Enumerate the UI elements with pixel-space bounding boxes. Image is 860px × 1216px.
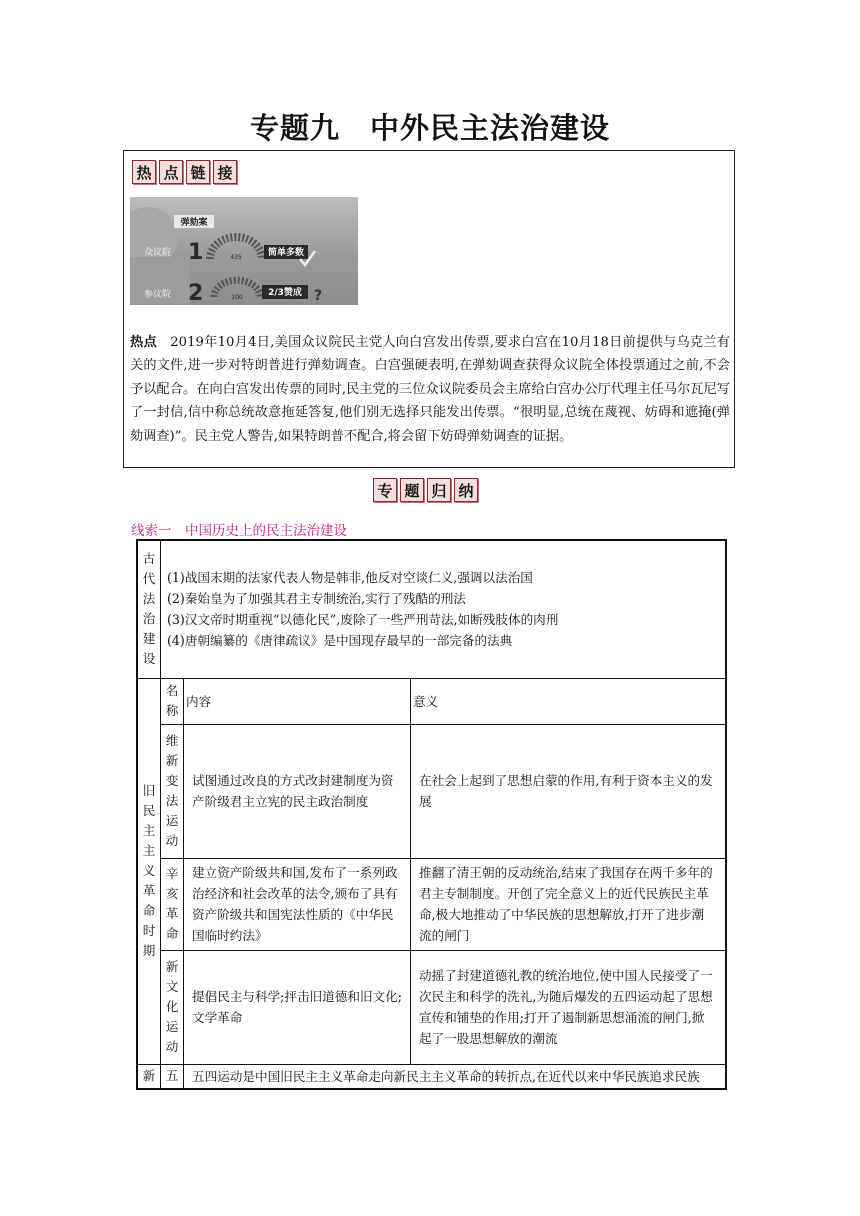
impeach-label: 弹劾案 — [180, 218, 208, 228]
list-item: (1)战国末期的法家代表人物是韩非,他反对空谈仁义,强调以法治国 — [167, 570, 533, 586]
hot-body: 2019年10月4日,美国众议院民主党人向白宫发出传票,要求白宫在10月18日前提供与乌克兰有关的文件,进一步对特朗普进行弹劾调查。白宫强硬表明,在弹劾调查获得众议院全体投票通过之前,不会予以配合。在向白宫发出传票的同时,民主党的三位众议院委员会主席给白宫办公厅代理主任马尔瓦尼写了一封信,信中称总统故意拖延答复,他们别无选择只能发出传票。“很明显,总统在蔑视、妨碍和遮掩(弹劾调查)”。民主党人警告,如果特朗普不配合,将会留下妨碍弹劾调查的证据。 — [130, 335, 730, 444]
hot-link-tag — [132, 160, 237, 184]
senate-result: 2/3赞成 — [268, 288, 302, 298]
row-content: 建立资产阶级共和国,发布了一系列政治经济和社会改革的法令,颁布了具有资产阶级共和国宪法性质的《中华民国临时约法》 — [184, 858, 411, 950]
row-meaning: 动摇了封建道德礼教的统治地位,使中国人民接受了一次民主和科学的洗礼,为随后爆发的五四运动起了思想宣传和铺垫的作用;打开了遏制新思想涌流的闸门,掀起了一股思想解放的潮流 — [411, 950, 726, 1064]
ancient-list — [161, 540, 726, 678]
house-label: 众议院 — [144, 248, 172, 258]
impeachment-diagram — [130, 197, 358, 305]
list-item: (4)唐朝编纂的《唐律疏议》是中国现存最早的一部完备的法典 — [167, 633, 513, 649]
row-content: 试图通过改良的方式改封建制度为资产阶级君主立宪的民主政治制度 — [184, 724, 411, 858]
senate-seats: 100 — [231, 294, 243, 301]
tag-char: 热 — [132, 160, 156, 184]
tag-char: 链 — [186, 160, 210, 184]
senate-number: 2 — [188, 281, 204, 305]
house-number: 1 — [188, 240, 204, 265]
hot-label: 热点 — [130, 335, 157, 350]
summary-table — [136, 539, 727, 1090]
house-seats: 435 — [230, 254, 242, 261]
col-meaning-header: 意义 — [411, 678, 726, 724]
row-name: 辛 亥 革 命 — [161, 858, 184, 950]
hot-topic-text — [130, 331, 730, 448]
col-content-header: 内容 — [184, 678, 411, 724]
col-name-header: 名 称 — [161, 678, 184, 724]
tag-char: 接 — [213, 160, 237, 184]
list-item: (3)汉文帝时期重视“以德化民”,废除了一些严刑苛法,如断残肢体的肉刑 — [167, 612, 559, 628]
list-item: (2)秦始皇为了加强其君主专制统治,实行了残酷的刑法 — [167, 591, 466, 607]
page-title: 专题九 中外民主法治建设 — [249, 111, 610, 145]
senate-label: 参议院 — [144, 290, 172, 300]
tag-char: 专 — [373, 478, 397, 502]
row-meaning: 推翻了清王朝的反动统治,结束了我国存在两千多年的君主专制制度。开创了完全意义上的近代民族民主革命,极大地推动了中华民族的思想解放,打开了进步潮流的闸门 — [411, 858, 726, 950]
row-name: 新 文 化 运 动 — [161, 950, 184, 1064]
summary-tag — [373, 478, 478, 502]
tag-char: 纳 — [454, 478, 478, 502]
hot-topic-box — [123, 150, 735, 468]
last-row-text: 五四运动是中国旧民主主义革命走向新民主主义革命的转折点,在近代以来中华民族追求民族 — [184, 1064, 726, 1089]
ancient-header: 古 代 法 治 建 设 — [137, 540, 161, 678]
house-result: 简单多数 — [267, 248, 305, 258]
row-name: 维 新 变 法 运 动 — [161, 724, 184, 858]
clue-heading: 线索一 中国历史上的民主法治建设 — [131, 523, 347, 539]
row-name: 五 — [161, 1064, 184, 1089]
tag-char: 题 — [400, 478, 424, 502]
tag-char: 归 — [427, 478, 451, 502]
question-icon: ? — [314, 288, 323, 304]
old-democratic-header: 旧 民 主 主 义 革 命 时 期 — [137, 678, 161, 1064]
row-meaning: 在社会上起到了思想启蒙的作用,有利于资本主义的发展 — [411, 724, 726, 858]
impeachment-photo — [130, 197, 358, 305]
new-democratic-header: 新 — [137, 1064, 161, 1089]
tag-char: 点 — [159, 160, 183, 184]
row-content: 提倡民主与科学;抨击旧道德和旧文化;文学革命 — [184, 950, 411, 1064]
